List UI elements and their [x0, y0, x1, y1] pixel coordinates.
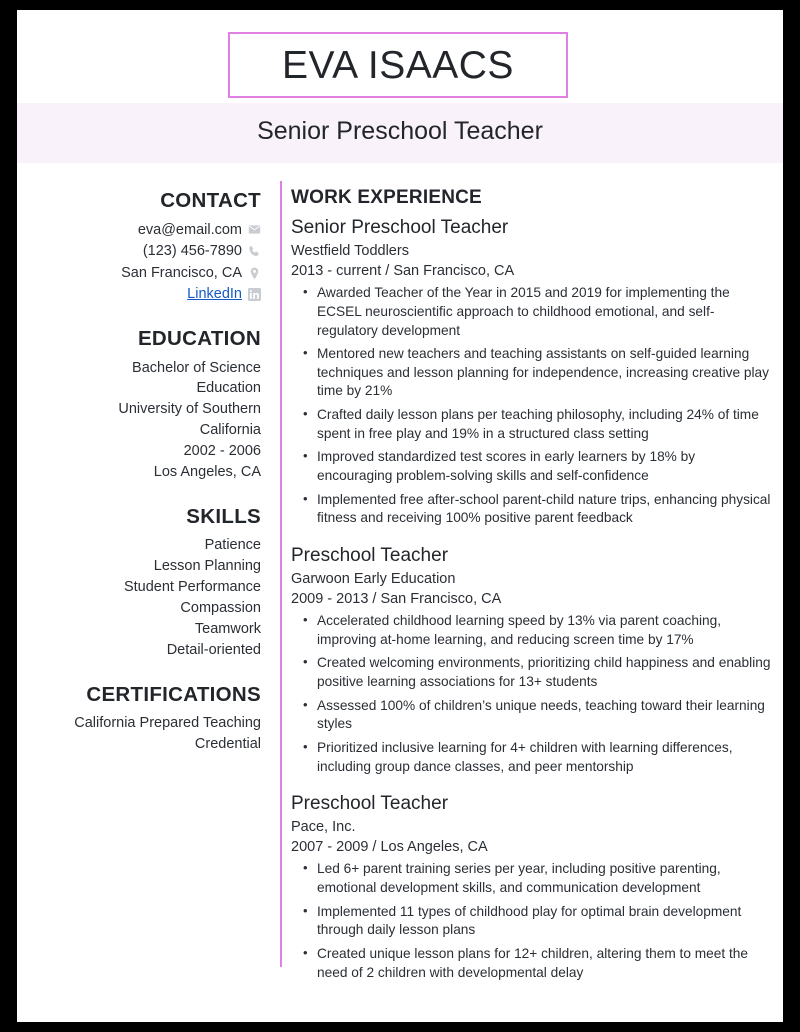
sidebar	[17, 187, 267, 777]
education-line: University of Southern	[118, 401, 261, 418]
job-separator: /	[372, 839, 377, 856]
contact-section	[25, 189, 261, 305]
certification-line: California Prepared Teaching	[74, 715, 261, 732]
job-dates: 2013 - current	[291, 263, 382, 280]
phone-icon	[248, 245, 261, 258]
linkedin-icon	[248, 288, 261, 301]
education-line: Education	[196, 380, 261, 397]
job-location: San Francisco, CA	[380, 591, 502, 608]
job-company: Pace, Inc.	[291, 818, 356, 835]
job-dates: 2007 - 2009	[291, 839, 369, 856]
contact-item-location	[25, 263, 261, 284]
job-bullet: • Awarded Teacher of the Year in 2015 and 2019 for implementing the ECSEL neuroscientific approach to childhood emotional, and self-regulatory development	[317, 284, 773, 340]
job-separator: /	[372, 591, 377, 608]
skill-item: Detail-oriented	[166, 641, 261, 658]
job-bullet: • Implemented free after-school parent-child nature trips, enhancing physical fitness and receiving 100% positive parent feedback	[317, 491, 773, 528]
job-role: Preschool Teacher	[291, 544, 449, 566]
contact-item-linkedin[interactable]	[25, 284, 261, 305]
skill-item: Teamwork	[194, 620, 261, 637]
resume-body	[17, 173, 783, 998]
education-line: 2002 - 2006	[183, 443, 261, 459]
skills-section	[25, 505, 261, 661]
contact-location-text: San Francisco, CA	[121, 264, 242, 281]
job-entry	[291, 544, 773, 776]
skill-item: Student Performance	[123, 579, 261, 596]
candidate-name: EVA ISAACS	[282, 43, 514, 87]
resume-page	[17, 10, 783, 1022]
job-meta	[291, 589, 773, 610]
education-line: Los Angeles, CA	[153, 463, 261, 480]
main-content	[267, 187, 783, 998]
job-company: Westfield Toddlers	[291, 242, 409, 259]
job-bullet: • Crafted daily lesson plans per teaching philosophy, including 24% of time spent in free play and 19% in a structured class setting	[317, 406, 773, 443]
skill-item: Patience	[204, 537, 261, 554]
job-meta	[291, 837, 773, 858]
job-bullet: • Created unique lesson plans for 12+ children, altering them to meet the need of 2 children with developmental delay	[317, 945, 773, 982]
skill-item: Lesson Planning	[153, 558, 261, 575]
contact-item-email[interactable]	[25, 220, 261, 241]
contact-phone-text: (123) 456-7890	[142, 243, 242, 260]
candidate-job-title: Senior Preschool Teacher	[257, 117, 543, 145]
job-bullet: • Implemented 11 types of childhood play for optimal brain development through daily lesson plans	[317, 903, 773, 940]
job-role: Senior Preschool Teacher	[291, 217, 509, 238]
contact-heading: CONTACT	[160, 189, 261, 212]
job-location: Los Angeles, CA	[380, 839, 488, 856]
job-separator: /	[385, 263, 390, 280]
job-meta	[291, 261, 773, 282]
certification-line: Credential	[194, 736, 261, 753]
job-bullets	[291, 284, 773, 528]
job-bullet: • Assessed 100% of children’s unique needs, teaching toward their learning styles	[317, 697, 773, 734]
job-entry	[291, 216, 773, 528]
job-entry	[291, 792, 773, 982]
certifications-section	[25, 683, 261, 755]
skill-item: Compassion	[180, 599, 261, 616]
work-experience-heading: WORK EXPERIENCE	[291, 187, 482, 208]
job-bullets	[291, 612, 773, 776]
skills-heading: SKILLS	[186, 504, 261, 528]
job-bullet: • Created welcoming environments, prioritizing child happiness and enabling positive learning associations for 13+ students	[317, 654, 773, 691]
job-bullets	[291, 860, 773, 982]
contact-item-phone[interactable]	[25, 241, 261, 262]
education-line: California	[199, 422, 261, 439]
job-bullet: • Prioritized inclusive learning for 4+ children with learning differences, including group dance classes, and peer mentorship	[317, 739, 773, 776]
job-bullet: • Led 6+ parent training series per year, including positive parenting, emotional development skills, and communication development	[317, 860, 773, 897]
education-heading: EDUCATION	[137, 326, 261, 350]
job-company: Garwoon Early Education	[291, 570, 456, 587]
education-section	[25, 327, 261, 483]
education-line: Bachelor of Science	[132, 359, 261, 376]
job-bullet: • Improved standardized test scores in early learners by 18% by encouraging problem-solving skills and self-confidence	[317, 448, 773, 485]
contact-email-text: eva@email.com	[137, 221, 242, 238]
resume-header	[17, 10, 783, 173]
contact-linkedin-link[interactable]: LinkedIn	[187, 286, 242, 303]
certifications-heading: CERTIFICATIONS	[86, 682, 261, 706]
job-bullet: • Mentored new teachers and teaching assistants on self-guided learning techniques and lesson planning for independence, increasing creative play time by 21%	[317, 345, 773, 401]
job-bullet: • Accelerated childhood learning speed by 13% via parent coaching, improving at-home learning, and reducing screen time by 17%	[317, 612, 773, 649]
job-location: San Francisco, CA	[393, 263, 515, 280]
name-box	[228, 32, 568, 98]
job-dates: 2009 - 2013	[291, 591, 369, 608]
envelope-icon	[248, 223, 261, 236]
location-pin-icon	[248, 267, 261, 280]
column-divider	[280, 181, 282, 967]
job-role: Preschool Teacher	[291, 793, 449, 815]
